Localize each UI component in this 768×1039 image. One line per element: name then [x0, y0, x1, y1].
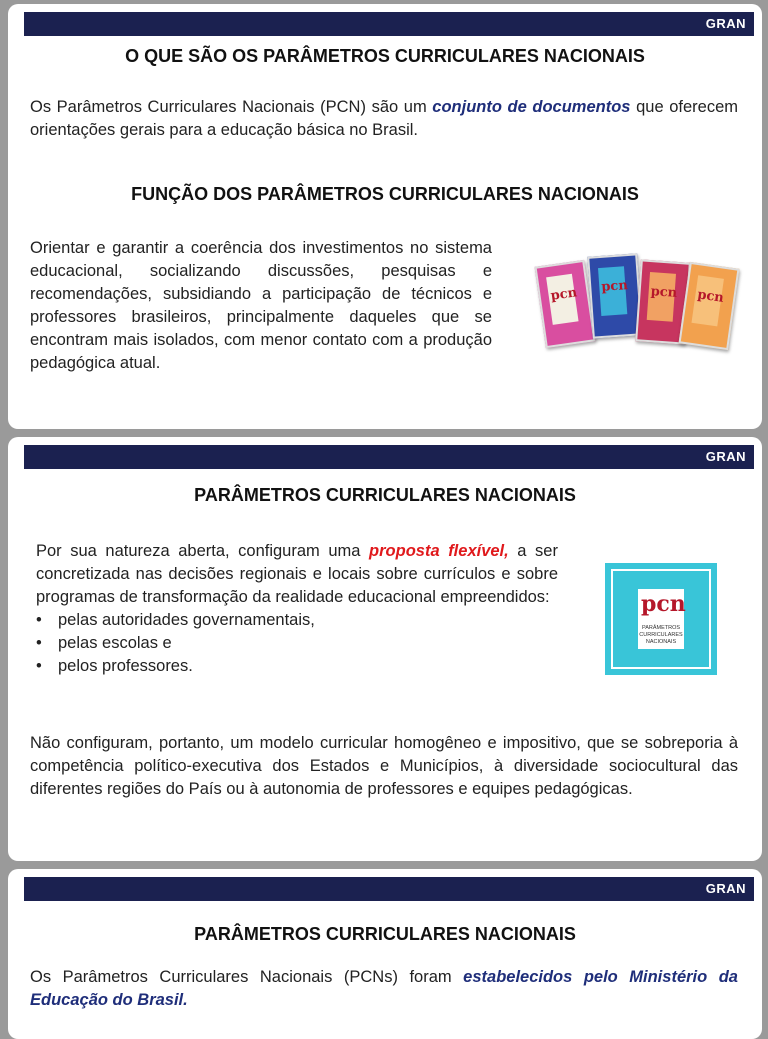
- gran-logo: GRAN: [705, 449, 746, 464]
- text: a ser concretizada nas decisões regionais e locais sobre currículos e sobre programas de transformação da realidade educacional empreendidos:: [36, 542, 558, 606]
- text: Os Parâmetros Curriculares Nacionais (PCNs) foram: [30, 968, 464, 986]
- highlight-text: conjunto de documentos: [432, 98, 631, 116]
- slide-2-text: [36, 540, 558, 678]
- pcn-booklets-image: [538, 249, 738, 344]
- slide-1-function-text: Orientar e garantir a coerência dos investimentos no sistema educacional, socializando discussões, pesquisas e recomendações, subsidiando a participação de técnicos e professores brasileiros, principalmente daqueles que se encontram mais isolados, com menor contato com a produção pedagógica atual.: [30, 239, 492, 372]
- header-bar: [24, 445, 754, 469]
- highlight-text: estabelecidos pelo Ministério da Educação do Brasil.: [30, 968, 738, 1009]
- slide-2-conclusion: Não configuram, portanto, um modelo curricular homogêneo e impositivo, que se sobreporia à competência político-executiva dos Estados e Municípios, à diversidade sociocultural das diferentes regiões do País ou à autonomia de professores e equipes pedagógicas.: [30, 734, 738, 798]
- slide-3-title: PARÂMETROS CURRICULARES NACIONAIS: [194, 924, 576, 944]
- slide-3: [8, 869, 762, 1039]
- gran-logo: GRAN: [705, 881, 746, 896]
- slide-1-subtitle: FUNÇÃO DOS PARÂMETROS CURRICULARES NACIONAIS: [131, 184, 639, 204]
- slide-2-title: PARÂMETROS CURRICULARES NACIONAIS: [194, 485, 576, 505]
- booklet: pcn: [587, 253, 643, 338]
- list-item: • pelas autoridades governamentais,: [36, 609, 558, 632]
- header-bar: [24, 877, 754, 901]
- slide-2: [8, 437, 762, 861]
- pcn-card: [638, 589, 684, 649]
- pcn-cover-image: [605, 563, 717, 675]
- list-item: • pelos professores.: [36, 655, 558, 678]
- text: Os Parâmetros Curriculares Nacionais (PCN) são um: [30, 98, 433, 116]
- booklet: pcn: [635, 259, 691, 344]
- list-item: • pelas escolas e: [36, 632, 558, 655]
- text: que oferecem orientações gerais para a educação básica no Brasil.: [30, 98, 739, 139]
- slide-1-definition: [30, 96, 738, 142]
- highlight-text: proposta flexível,: [369, 542, 509, 560]
- slide-3-text: [30, 966, 738, 1012]
- slide-1: [8, 4, 762, 429]
- slide-1-title: O QUE SÃO OS PARÂMETROS CURRICULARES NACIONAIS: [125, 46, 645, 66]
- booklet: pcn: [535, 260, 596, 348]
- booklet: pcn: [679, 262, 740, 350]
- pcn-logo: pcn: [641, 591, 686, 617]
- pcn-caption: PARÂMETROS CURRICULARES NACIONAIS: [639, 625, 683, 645]
- text: Por sua natureza aberta, configuram uma: [36, 542, 370, 560]
- bullet-list: [36, 609, 558, 678]
- gran-logo: GRAN: [705, 16, 746, 31]
- header-bar: [24, 12, 754, 36]
